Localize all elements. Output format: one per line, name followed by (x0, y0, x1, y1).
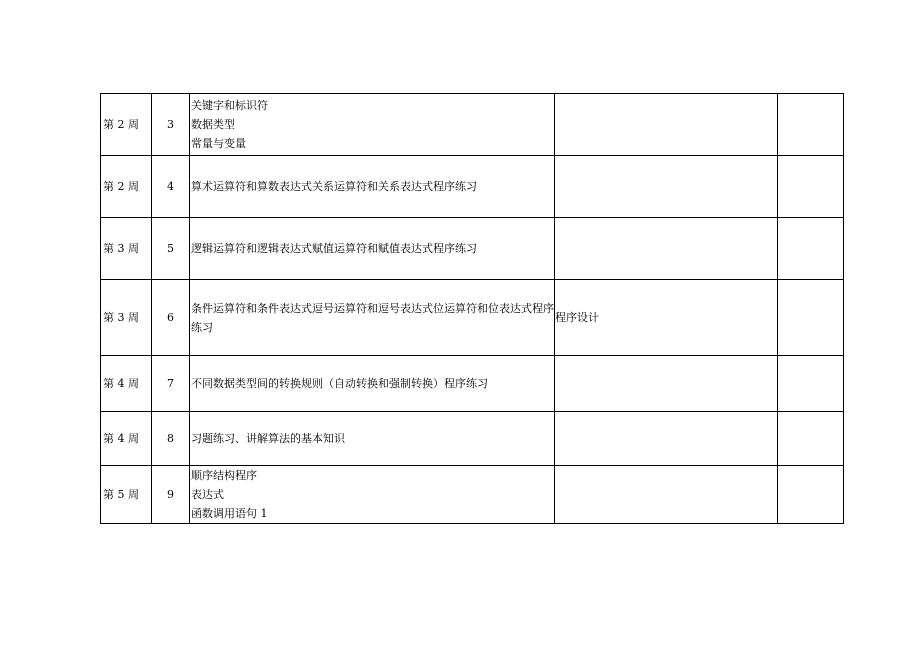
remarks-cell (778, 156, 844, 218)
lesson-number-cell: 3 (152, 94, 190, 156)
method-cell (555, 466, 778, 524)
method-cell (555, 412, 778, 466)
lesson-number-cell: 5 (152, 218, 190, 280)
content-line: 算术运算符和算数表达式关系运算符和关系表达式程序练习 (191, 180, 477, 193)
content-line: 关键字和标识符 (191, 99, 268, 112)
content-line: 习题练习、讲解算法的基本知识 (191, 432, 345, 445)
week-cell: 第 3 周 (101, 280, 152, 356)
content-cell (190, 280, 555, 356)
week-cell: 第 4 周 (101, 412, 152, 466)
lesson-number-cell: 8 (152, 412, 190, 466)
content-line: 数据类型 (191, 118, 235, 131)
remarks-cell (778, 466, 844, 524)
content-line: 逻辑运算符和逻辑表达式赋值运算符和赋值表达式程序练习 (191, 242, 477, 255)
content-cell (190, 466, 555, 524)
content-line: 条件运算符和条件表达式逗号运算符和逗号表达式位运算符和位表达式程序 (191, 301, 554, 315)
table-row (101, 94, 844, 156)
method-cell: 程序设计 (555, 280, 778, 356)
table-row (101, 280, 844, 356)
content-line: 练习 (191, 320, 213, 334)
lesson-number-cell: 9 (152, 466, 190, 524)
content-line: 不同数据类型间的转换规则（自动转换和强制转换）程序练习 (191, 377, 488, 390)
week-cell: 第 2 周 (101, 156, 152, 218)
table-row (101, 218, 844, 280)
week-cell: 第 2 周 (101, 94, 152, 156)
remarks-cell (778, 280, 844, 356)
table-row (101, 412, 844, 466)
content-cell (190, 218, 555, 280)
lesson-number-cell: 6 (152, 280, 190, 356)
remarks-cell (778, 218, 844, 280)
lesson-number-cell: 4 (152, 156, 190, 218)
table-row (101, 156, 844, 218)
remarks-cell (778, 356, 844, 412)
table-row (101, 356, 844, 412)
week-cell: 第 4 周 (101, 356, 152, 412)
week-cell: 第 3 周 (101, 218, 152, 280)
content-cell (190, 94, 555, 156)
remarks-cell (778, 412, 844, 466)
content-cell (190, 356, 555, 412)
content-line: 顺序结构程序 (191, 469, 257, 482)
content-line: 表达式 (191, 488, 224, 501)
method-cell (555, 218, 778, 280)
schedule-table (100, 93, 844, 524)
lesson-number-cell: 7 (152, 356, 190, 412)
method-cell (555, 94, 778, 156)
method-cell (555, 156, 778, 218)
content-cell (190, 412, 555, 466)
remarks-cell (778, 94, 844, 156)
content-cell (190, 156, 555, 218)
content-line: 常量与变量 (191, 137, 246, 150)
method-cell (555, 356, 778, 412)
table-row (101, 466, 844, 524)
week-cell: 第 5 周 (101, 466, 152, 524)
content-line: 函数调用语句 1 (191, 507, 268, 520)
